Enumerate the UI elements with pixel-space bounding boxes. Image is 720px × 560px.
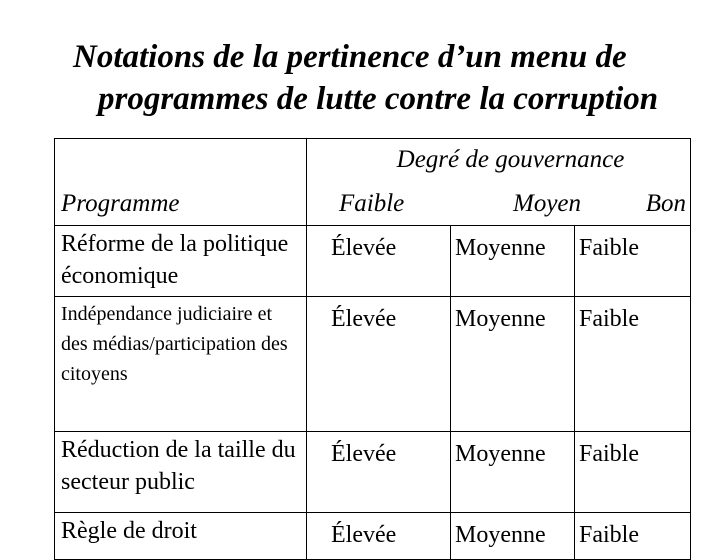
governance-header: Degré de gouvernance xyxy=(396,146,625,173)
title-line-2: programmes de lutte contre la corruption xyxy=(98,81,659,117)
program-cell: Indépendance judiciaire et des médias/participation des citoyens xyxy=(55,297,307,432)
rating-bon: Faible xyxy=(575,432,691,513)
rating-bon: Faible xyxy=(575,513,691,560)
governance-header-cell xyxy=(307,139,691,226)
header-row xyxy=(55,139,691,226)
rating-faible: Élevée xyxy=(307,297,451,432)
rating-moyen: Moyenne xyxy=(451,432,575,513)
rating-faible: Élevée xyxy=(307,226,451,297)
rating-moyen: Moyenne xyxy=(451,297,575,432)
rating-faible: Élevée xyxy=(307,432,451,513)
level-faible-header: Faible xyxy=(339,190,405,217)
program-cell: Réforme de la politique économique xyxy=(55,226,307,297)
rating-moyen: Moyenne xyxy=(451,513,575,560)
ratings-table xyxy=(54,138,691,560)
level-moyen-header: Moyen xyxy=(513,190,582,217)
table-row xyxy=(55,297,691,432)
program-cell: Réduction de la taille du secteur public xyxy=(55,432,307,513)
rating-faible: Élevée xyxy=(307,513,451,560)
program-header-cell xyxy=(55,139,307,226)
table-row xyxy=(55,226,691,297)
table-row xyxy=(55,432,691,513)
rating-moyen: Moyenne xyxy=(451,226,575,297)
table-row xyxy=(55,513,691,560)
program-header: Programme xyxy=(61,190,180,217)
title-line-1: Notations de la pertinence d’un menu de xyxy=(73,39,627,75)
program-cell: Règle de droit xyxy=(55,513,307,560)
level-bon-header: Bon xyxy=(645,190,687,217)
page-title xyxy=(0,36,720,120)
rating-bon: Faible xyxy=(575,297,691,432)
rating-bon: Faible xyxy=(575,226,691,297)
